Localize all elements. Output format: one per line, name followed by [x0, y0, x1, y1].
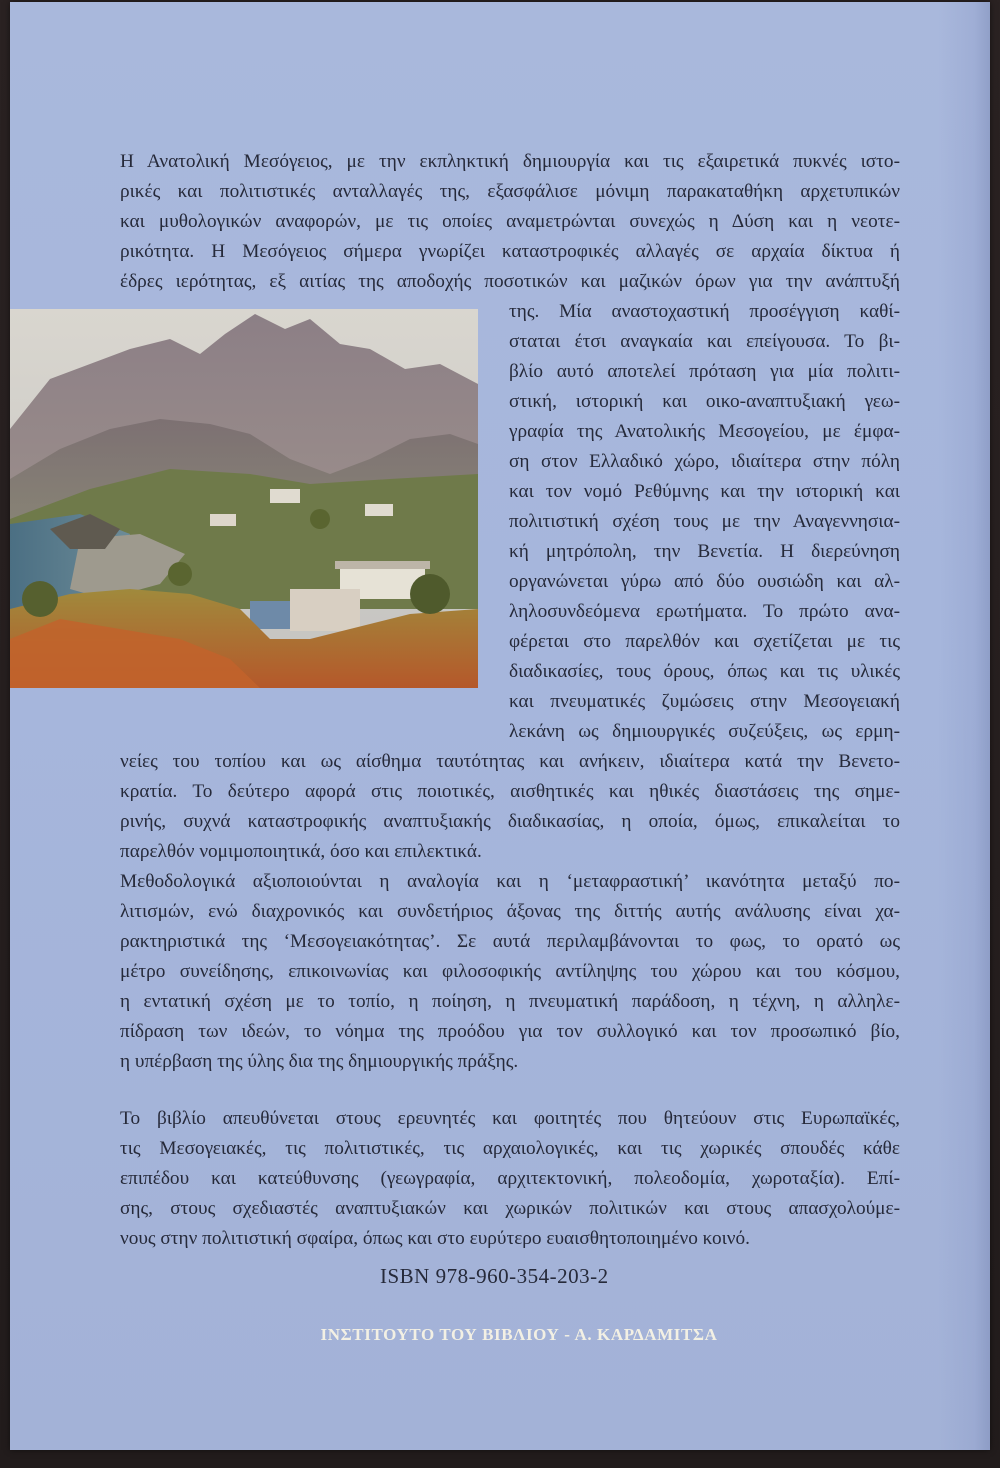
- tree: [22, 581, 58, 617]
- text-line: και τον νομό Ρεθύμνης και την ιστορική και: [509, 481, 900, 502]
- text-line: μέτρο συνείδησης, επικοινωνίας και φιλοσοφικής αντίληψης του χώρου και του κόσμου,: [120, 961, 900, 982]
- text-line: σης, στους σχεδιαστές αναπτυξιακών και χωρικών πολιτικών και στους απασχολούμε-: [120, 1198, 900, 1219]
- text-line: Μεθοδολογικά αξιοποιούνται η αναλογία και η ‘μεταφραστική’ ικανότητα μεταξύ πο-: [120, 871, 900, 892]
- text-line: ρινής, συχνά καταστροφικής αναπτυξιακής διαδικασίας, η οποία, όμως, επικαλείται το: [120, 811, 900, 832]
- text-line: τις Μεσογειακές, τις πολιτιστικές, τις αρχαιολογικές, και τις χωρικές σπουδές κάθε: [120, 1138, 900, 1159]
- house-side: [290, 589, 360, 631]
- text-line: νους στην πολιτιστική σφαίρα, όπως και στο ευρύτερο ευαισθητοποιημένο κοινό.: [120, 1228, 750, 1249]
- text-line: κή μητρόπολη, την Βενετία. Η διερεύνηση: [509, 541, 900, 562]
- text-line: λιτισμών, ενώ διαχρονικός και συνδετήριος άξονας της διττής αυτής ανάλυσης είναι χα-: [120, 901, 900, 922]
- house-small: [270, 489, 300, 503]
- house-roof: [335, 561, 430, 569]
- text-line: της. Μία αναστοχαστική προσέγγιση καθί-: [509, 301, 900, 322]
- text-line: η εντατική σχέση με το τοπίο, η ποίηση, η πνευματική παράδοση, η τέχνη, η αλληλε-: [120, 991, 900, 1012]
- text-line: ση στον Ελλαδικό χώρο, ιδιαίτερα στην πόλη: [509, 451, 900, 472]
- text-line: στική, ιστορική και οικο-αναπτυξιακή γεω-: [509, 391, 900, 412]
- text-line: φέρεται στο παρελθόν και σχετίζεται με τις: [509, 631, 900, 652]
- text-line: επιπέδου και κατεύθυνσης (γεωγραφία, αρχιτεκτονική, πολεοδομία, χωροταξία). Επί-: [120, 1168, 900, 1189]
- text-line: κρατία. Το δεύτερο αφορά στις ποιοτικές, αισθητικές και ηθικές διαστάσεις της σημε-: [120, 781, 900, 802]
- text-line: σταται έτσι αναγκαία και επείγουσα. Το βι-: [509, 331, 900, 352]
- text-line: ρακτηριστικά της ‘Μεσογειακότητας’. Σε αυτά περιλαμβάνονται το φως, το ορατό ως: [120, 931, 900, 952]
- text-line: παρελθόν νομιμοποιητικά, όσο και επιλεκτικά.: [120, 841, 482, 862]
- text-line: οργανώνεται γύρω από δύο ουσιώδη και αλ-: [509, 571, 900, 592]
- house-small-3: [210, 514, 236, 526]
- house-small-2: [365, 504, 393, 516]
- house-blue: [250, 601, 292, 629]
- landscape-photo: [10, 309, 478, 688]
- isbn-number: ISBN 978-960-354-203-2: [380, 1264, 609, 1288]
- text-line: και πνευματικές ζυμώσεις στην Μεσογειακή: [509, 691, 900, 712]
- text-line: Το βιβλίο απευθύνεται στους ερευνητές και φοιτητές που θητεύουν στις Ευρωπαϊκές,: [120, 1108, 900, 1129]
- tree: [310, 509, 330, 529]
- tree: [168, 562, 192, 586]
- text-line: πολιτιστική σχέση τους με την Αναγεννησια-: [509, 511, 900, 532]
- text-line: νείες του τοπίου και ως αίσθημα ταυτότητας και ανήκειν, ιδιαίτερα κατά την Βενετο-: [120, 751, 900, 772]
- text-line: η υπέρβαση της ύλης δια της δημιουργικής πράξης.: [120, 1051, 519, 1072]
- text-line: έδρες ιερότητας, εξ αιτίας της αποδοχής ποσοτικών και μαζικών όρων για την ανάπτυξή: [120, 271, 900, 292]
- text-line: ρικές και πολιτιστικές ανταλλαγές της, εξασφάλισε μόνιμη παρακαταθήκη αρχετυπικών: [120, 181, 900, 202]
- text-line: βλίο αυτό αποτελεί πρόταση για μία πολιτι-: [509, 361, 900, 382]
- tree: [410, 574, 450, 614]
- text-line: γραφία της Ανατολικής Μεσογείου, με έμφα-: [509, 421, 900, 442]
- text-line: ληλοσυνδεόμενα ερωτήματα. Το πρώτο ανα-: [509, 601, 900, 622]
- publisher-name: ΙΝΣΤΙΤΟΥΤΟ ΤΟΥ ΒΙΒΛΙΟΥ - Α. ΚΑΡΔΑΜΙΤΣΑ: [320, 1325, 718, 1344]
- text-line: ρικότητα. Η Μεσόγειος σήμερα γνωρίζει καταστροφικές αλλαγές σε αρχαία δίκτυα ή: [120, 241, 900, 262]
- text-line: Η Ανατολική Μεσόγειος, με την εκπληκτική δημιουργία και τις εξαιρετικά πυκνές ιστο-: [120, 151, 900, 172]
- text-line: πίδραση των ιδεών, το νόημα της προόδου για τον συλλογικό και τον προσωπικό βίο,: [120, 1021, 900, 1042]
- cover-spine-shadow: [938, 2, 990, 1450]
- text-line: διαδικασίες, τους όρους, όπως και τις υλικές: [509, 661, 900, 682]
- text-line: και μυθολογικών αναφορών, με τις οποίες αναμετρώνται συνεχώς η Δύση και η νεοτε-: [120, 211, 900, 232]
- text-line: λεκάνη ως δημιουργικές συζεύξεις, ως ερμη-: [509, 721, 900, 742]
